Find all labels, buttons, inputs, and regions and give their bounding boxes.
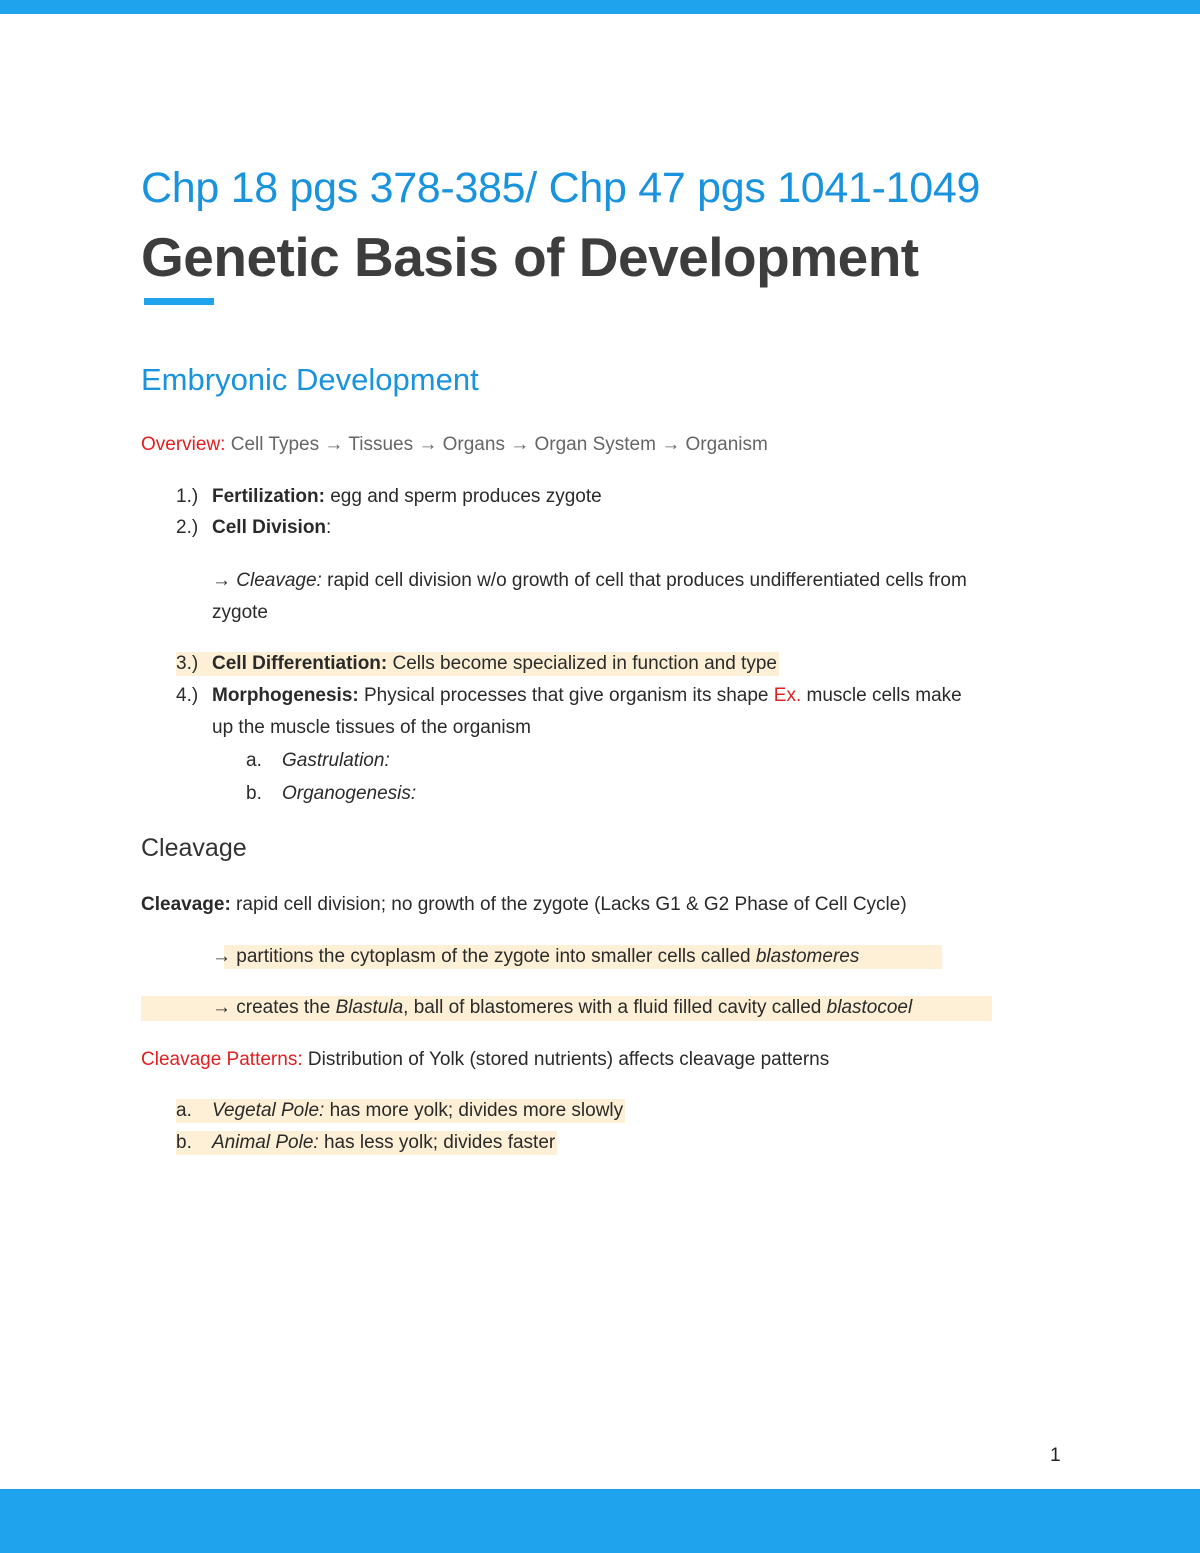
chapter-subtitle: Chp 18 pgs 378-385/ Chp 47 pgs 1041-1049 <box>141 164 981 212</box>
list-number: 4.) <box>176 685 199 706</box>
sub-letter: b. <box>246 783 262 804</box>
term-cleavage-def: Cleavage: <box>141 894 231 915</box>
bullet-text: → creates the <box>212 997 336 1018</box>
term-morphogenesis: Morphogenesis: <box>212 685 359 706</box>
patterns-text: Distribution of Yolk (stored nutrients) affects cleavage patterns <box>302 1049 830 1070</box>
title-underline <box>144 298 214 305</box>
page-title: Genetic Basis of Development <box>141 226 919 288</box>
sub-letter: a. <box>246 750 262 771</box>
term-vegetal-pole: Vegetal Pole: <box>212 1100 325 1121</box>
pattern-text: has less yolk; divides faster <box>318 1132 556 1153</box>
list-item-text: Physical processes that give organism its shape <box>358 685 774 706</box>
list-number: 2.) <box>176 517 199 538</box>
section-heading-cleavage: Cleavage <box>141 834 247 862</box>
patterns-label: Cleavage Patterns: <box>141 1049 303 1070</box>
overview-label: Overview: <box>141 434 226 455</box>
term-blastomeres: blastomeres <box>755 946 860 967</box>
pattern-item-animal <box>176 1131 557 1155</box>
list-item-text: Cells become specialized in function and type <box>387 653 777 674</box>
blastula-line <box>212 996 912 1020</box>
term-cleavage: Cleavage: <box>236 570 322 591</box>
arrow-icon: → <box>212 570 237 591</box>
cleavage-note-line1 <box>212 569 967 593</box>
blastomeres-line <box>212 945 859 969</box>
sub-item-gastrulation <box>246 749 390 773</box>
cleavage-definition <box>141 893 907 917</box>
overview-text: Cell Types → Tissues → Organs → Organ System → Organism <box>230 434 768 455</box>
sub-letter: b. <box>176 1132 192 1153</box>
cleavage-note-line2: zygote <box>212 602 268 623</box>
section-heading-embryonic: Embryonic Development <box>141 362 479 397</box>
page-number: 1 <box>1050 1445 1061 1466</box>
list-item-fertilization <box>176 485 602 509</box>
bottom-accent-bar <box>0 1489 1200 1553</box>
term-blastula: Blastula <box>335 997 404 1018</box>
overview-line <box>141 433 768 457</box>
example-label: Ex. <box>773 685 802 706</box>
list-item-cell-division <box>176 516 331 540</box>
top-accent-bar <box>0 0 1200 14</box>
list-number: 1.) <box>176 486 199 507</box>
cleavage-patterns-line <box>141 1048 829 1072</box>
definition-text: rapid cell division; no growth of the zygote (Lacks G1 & G2 Phase of Cell Cycle) <box>230 894 907 915</box>
term-blastocoel: blastocoel <box>826 997 913 1018</box>
list-item-morphogenesis <box>176 684 962 708</box>
list-number: 3.) <box>176 653 199 674</box>
term-cell-differentiation: Cell Differentiation: <box>212 653 388 674</box>
morphogenesis-line2: up the muscle tissues of the organism <box>212 717 531 738</box>
term-animal-pole: Animal Pole: <box>212 1132 319 1153</box>
pattern-text: has more yolk; divides more slowly <box>324 1100 624 1121</box>
bullet-text: → partitions the cytoplasm of the zygote into smaller cells called <box>212 946 756 967</box>
term-fertilization: Fertilization: <box>212 486 325 507</box>
term-organogenesis: Organogenesis: <box>282 783 417 804</box>
cleavage-note-text: rapid cell division w/o growth of cell that produces undifferentiated cells from <box>321 570 967 591</box>
sub-letter: a. <box>176 1100 192 1121</box>
list-item-text: egg and sperm produces zygote <box>324 486 602 507</box>
example-text: muscle cells make <box>801 685 962 706</box>
term-cell-division: Cell Division <box>212 517 327 538</box>
pattern-item-vegetal <box>176 1099 625 1123</box>
list-item-text: : <box>326 517 332 538</box>
term-gastrulation: Gastrulation: <box>282 750 390 771</box>
bullet-text: , ball of blastomeres with a fluid filled cavity called <box>403 997 827 1018</box>
list-item-cell-differentiation <box>176 652 779 676</box>
arrow-bullet <box>212 946 859 967</box>
sub-item-organogenesis <box>246 782 416 806</box>
